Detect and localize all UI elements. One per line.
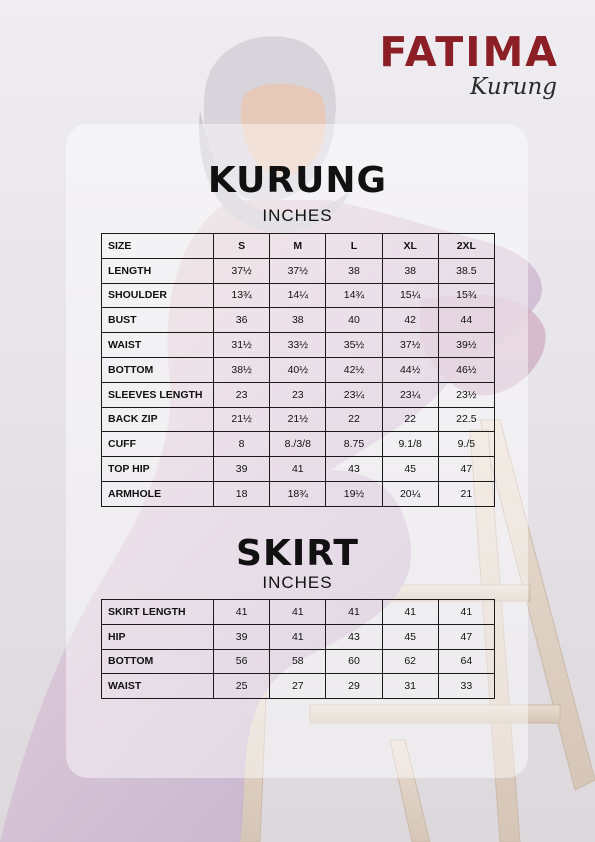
brand-name: FATIMA <box>379 28 559 76</box>
size-value: 23¼ <box>326 382 382 407</box>
size-value: 35½ <box>326 333 382 358</box>
size-value: 41 <box>438 600 494 625</box>
size-value: 41 <box>214 600 270 625</box>
size-value: 9.1/8 <box>382 432 438 457</box>
size-value: 21½ <box>214 407 270 432</box>
skirt-size-table <box>101 599 495 699</box>
size-value: 33½ <box>270 333 326 358</box>
size-value: 33 <box>438 674 494 699</box>
kurung-unit: INCHES <box>262 206 333 225</box>
size-value: 39 <box>214 624 270 649</box>
size-value: 41 <box>270 624 326 649</box>
size-value: 37½ <box>382 333 438 358</box>
table-row <box>102 481 495 506</box>
table-row <box>102 283 495 308</box>
table-row <box>102 624 495 649</box>
size-value: 43 <box>326 457 382 482</box>
size-value: 19½ <box>326 481 382 506</box>
size-value: 42½ <box>326 357 382 382</box>
size-value: 15¾ <box>438 283 494 308</box>
size-value: 45 <box>382 457 438 482</box>
header-s: S <box>214 234 270 259</box>
size-value: 15¼ <box>382 283 438 308</box>
kurung-size-table <box>101 233 495 507</box>
row-label: TOP HIP <box>102 457 214 482</box>
row-label: BOTTOM <box>102 357 214 382</box>
size-value: 41 <box>270 457 326 482</box>
size-value: 22.5 <box>438 407 494 432</box>
size-value: 9./5 <box>438 432 494 457</box>
size-value: 25 <box>214 674 270 699</box>
size-value: 42 <box>382 308 438 333</box>
size-value: 13¾ <box>214 283 270 308</box>
table-row <box>102 457 495 482</box>
size-value: 23 <box>214 382 270 407</box>
size-value: 45 <box>382 624 438 649</box>
size-value: 8 <box>214 432 270 457</box>
header-l: L <box>326 234 382 259</box>
table-row <box>102 357 495 382</box>
size-value: 39½ <box>438 333 494 358</box>
size-value: 20¼ <box>382 481 438 506</box>
size-value: 38 <box>382 258 438 283</box>
size-value: 38 <box>326 258 382 283</box>
size-value: 29 <box>326 674 382 699</box>
size-value: 43 <box>326 624 382 649</box>
table-row <box>102 382 495 407</box>
size-value: 37½ <box>270 258 326 283</box>
table-row <box>102 308 495 333</box>
row-label: SHOULDER <box>102 283 214 308</box>
size-value: 44 <box>438 308 494 333</box>
size-value: 8.75 <box>326 432 382 457</box>
size-value: 40 <box>326 308 382 333</box>
header-size: SIZE <box>102 234 214 259</box>
brand-logo <box>379 30 559 100</box>
size-value: 38½ <box>214 357 270 382</box>
size-value: 18¾ <box>270 481 326 506</box>
table-row <box>102 333 495 358</box>
table-row <box>102 258 495 283</box>
size-value: 38 <box>270 308 326 333</box>
size-value: 21½ <box>270 407 326 432</box>
size-value: 41 <box>382 600 438 625</box>
row-label: CUFF <box>102 432 214 457</box>
size-value: 46½ <box>438 357 494 382</box>
size-value: 23½ <box>438 382 494 407</box>
row-label: BUST <box>102 308 214 333</box>
row-label: ARMHOLE <box>102 481 214 506</box>
size-value: 37½ <box>214 258 270 283</box>
size-value: 38.5 <box>438 258 494 283</box>
size-value: 62 <box>382 649 438 674</box>
size-value: 31½ <box>214 333 270 358</box>
header-m: M <box>270 234 326 259</box>
row-label: SLEEVES LENGTH <box>102 382 214 407</box>
size-value: 31 <box>382 674 438 699</box>
size-value: 64 <box>438 649 494 674</box>
row-label: HIP <box>102 624 214 649</box>
row-label: BACK ZIP <box>102 407 214 432</box>
size-value: 60 <box>326 649 382 674</box>
size-value: 41 <box>270 600 326 625</box>
size-value: 23 <box>270 382 326 407</box>
size-value: 27 <box>270 674 326 699</box>
size-value: 47 <box>438 624 494 649</box>
size-value: 41 <box>326 600 382 625</box>
size-value: 14¾ <box>326 283 382 308</box>
size-value: 21 <box>438 481 494 506</box>
row-label: WAIST <box>102 333 214 358</box>
size-value: 8./3/8 <box>270 432 326 457</box>
size-value: 44½ <box>382 357 438 382</box>
row-label: WAIST <box>102 674 214 699</box>
skirt-title: SKIRT <box>236 533 359 574</box>
size-value: 22 <box>326 407 382 432</box>
size-value: 58 <box>270 649 326 674</box>
size-value: 14¼ <box>270 283 326 308</box>
row-label: BOTTOM <box>102 649 214 674</box>
brand-subtitle: Kurung <box>470 74 557 100</box>
skirt-unit: INCHES <box>262 573 333 592</box>
size-value: 56 <box>214 649 270 674</box>
size-value: 22 <box>382 407 438 432</box>
table-row <box>102 674 495 699</box>
table-header-row <box>102 234 495 259</box>
size-value: 23¼ <box>382 382 438 407</box>
size-value: 39 <box>214 457 270 482</box>
size-value: 36 <box>214 308 270 333</box>
header-xl: XL <box>382 234 438 259</box>
table-row <box>102 407 495 432</box>
size-value: 18 <box>214 481 270 506</box>
table-row <box>102 649 495 674</box>
row-label: LENGTH <box>102 258 214 283</box>
kurung-title: KURUNG <box>207 160 388 201</box>
size-value: 40½ <box>270 357 326 382</box>
row-label: SKIRT LENGTH <box>102 600 214 625</box>
table-row <box>102 432 495 457</box>
size-value: 47 <box>438 457 494 482</box>
header-2xl: 2XL <box>438 234 494 259</box>
table-row <box>102 600 495 625</box>
